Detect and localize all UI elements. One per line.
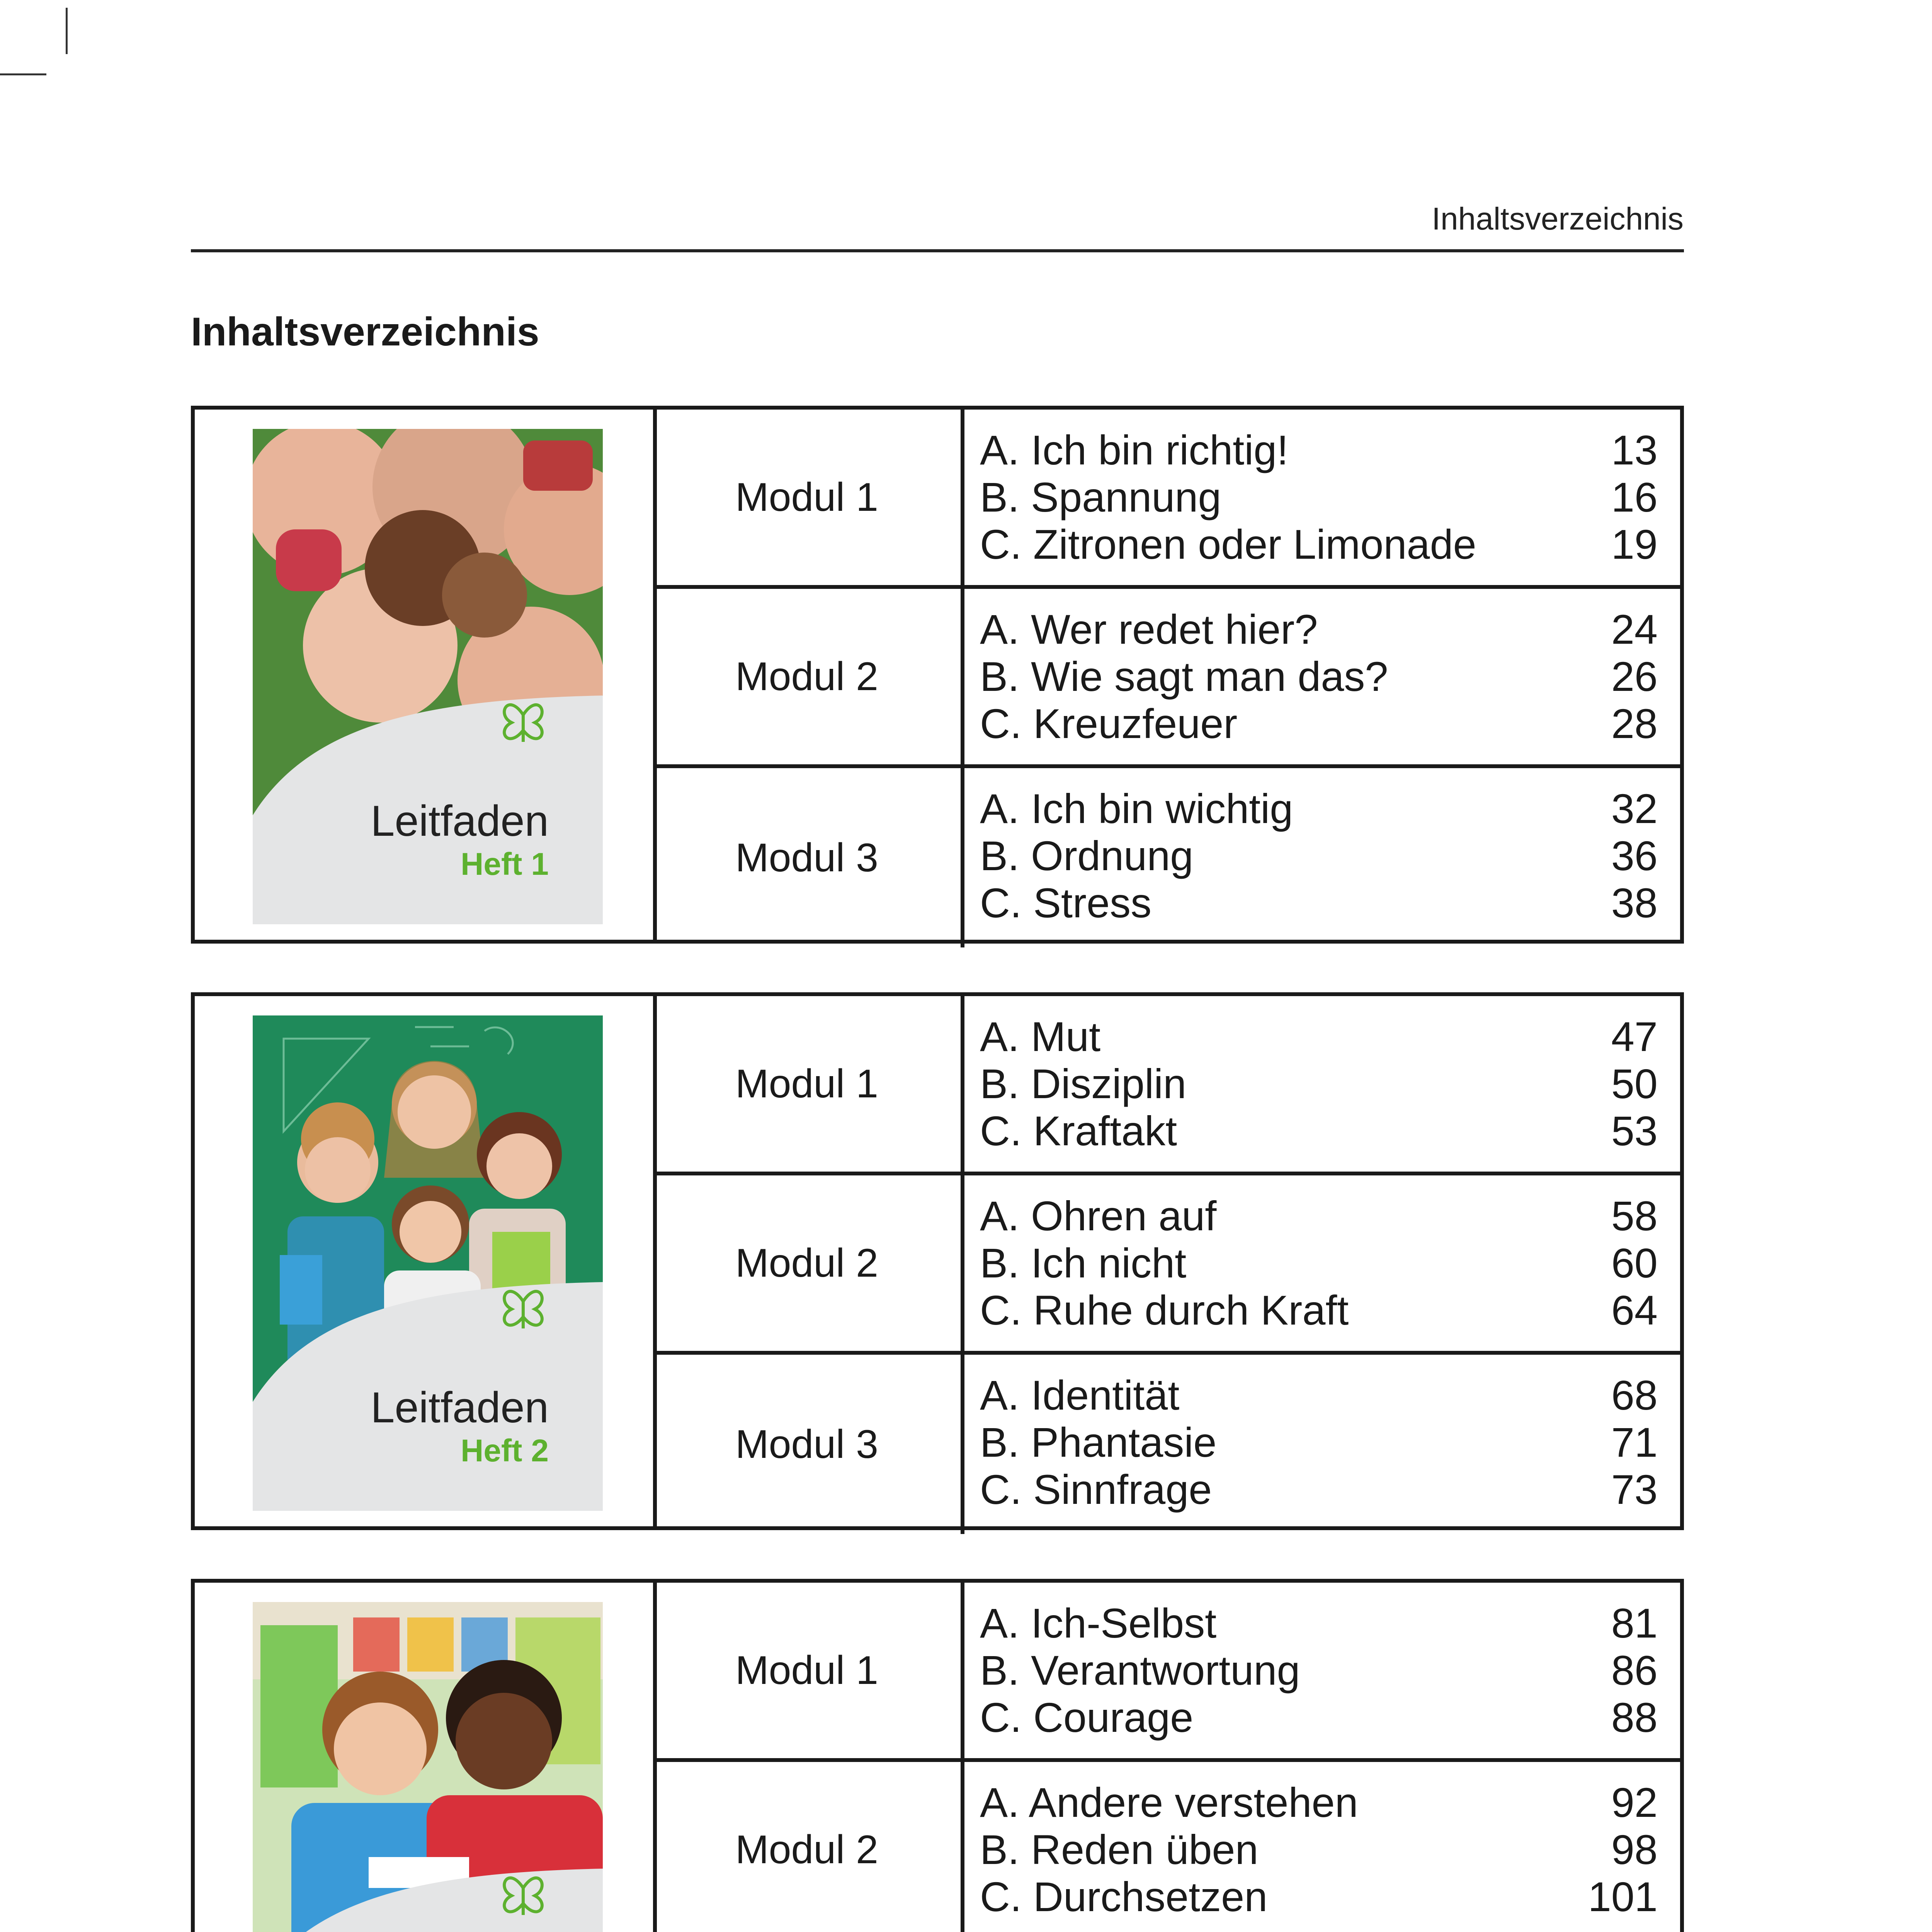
topic-title: B. Disziplin xyxy=(980,1060,1187,1107)
cover-photo-kids-blackboard xyxy=(253,1015,603,1511)
topic-title: C. Stress xyxy=(980,879,1152,926)
topic-list xyxy=(980,1372,1658,1513)
topic-title: B. Reden üben xyxy=(980,1826,1259,1873)
topic-entry[interactable] xyxy=(980,1287,1658,1334)
crop-mark xyxy=(66,8,68,54)
topic-title: B. Wie sagt man das? xyxy=(980,653,1388,700)
module-row xyxy=(653,589,1680,768)
topic-list xyxy=(980,1192,1658,1334)
topic-entry[interactable] xyxy=(980,1192,1658,1240)
topic-title: A. Ich bin richtig! xyxy=(980,427,1289,473)
topic-entry[interactable] xyxy=(980,521,1658,568)
topic-entry[interactable] xyxy=(980,1826,1658,1873)
topic-title: C. Kreuzfeuer xyxy=(980,700,1238,747)
topic-entry[interactable] xyxy=(980,1694,1658,1741)
topic-page: 58 xyxy=(1611,1192,1658,1239)
module-row xyxy=(653,1175,1680,1355)
module-label: Modul 3 xyxy=(653,768,964,947)
topic-page: 98 xyxy=(1611,1826,1658,1873)
cover-heft-2 xyxy=(253,1015,603,1511)
topic-list xyxy=(980,606,1658,747)
topic-list xyxy=(980,427,1658,568)
module-label: Modul 2 xyxy=(653,589,964,764)
cover-photo-two-boys xyxy=(253,1602,603,1932)
module-label: Modul 3 xyxy=(653,1355,964,1534)
topic-page: 28 xyxy=(1611,700,1658,747)
cover-cell xyxy=(195,996,657,1526)
topic-title: A. Ich-Selbst xyxy=(980,1600,1217,1646)
topic-list xyxy=(980,1779,1658,1920)
topic-list xyxy=(980,1013,1658,1155)
topic-entry[interactable] xyxy=(980,1060,1658,1107)
topic-page: 38 xyxy=(1611,879,1658,926)
module-label: Modul 1 xyxy=(653,996,964,1172)
topic-entry[interactable] xyxy=(980,785,1658,832)
page-title: Inhaltsverzeichnis xyxy=(191,310,539,354)
running-head: Inhaltsverzeichnis xyxy=(1432,201,1684,236)
topic-title: A. Ohren auf xyxy=(980,1192,1217,1239)
cover-heft-3 xyxy=(253,1602,603,1932)
cover-heft-label: Heft 1 xyxy=(461,847,549,882)
topic-title: A. Andere verstehen xyxy=(980,1779,1358,1826)
topic-entry[interactable] xyxy=(980,1647,1658,1694)
topic-page: 88 xyxy=(1611,1694,1658,1741)
cover-title: Leitfaden xyxy=(371,1383,549,1432)
topic-page: 60 xyxy=(1611,1240,1658,1286)
topic-page: 101 xyxy=(1588,1873,1658,1920)
topic-page: 36 xyxy=(1611,832,1658,879)
topic-entry[interactable] xyxy=(980,1372,1658,1419)
topic-list xyxy=(980,785,1658,927)
cover-photo-kids-circle xyxy=(253,429,603,924)
heft-3-box xyxy=(191,1579,1684,1932)
topic-title: B. Verantwortung xyxy=(980,1647,1300,1694)
topic-page: 24 xyxy=(1611,606,1658,653)
topic-page: 32 xyxy=(1611,785,1658,832)
module-row xyxy=(653,410,1680,589)
topic-title: B. Ordnung xyxy=(980,832,1194,879)
topic-entry[interactable] xyxy=(980,1873,1658,1920)
topic-page: 16 xyxy=(1611,474,1658,520)
topic-title: C. Durchsetzen xyxy=(980,1873,1268,1920)
topic-entry[interactable] xyxy=(980,832,1658,879)
topic-entry[interactable] xyxy=(980,1600,1658,1647)
topic-entry[interactable] xyxy=(980,427,1658,474)
topic-page: 71 xyxy=(1611,1419,1658,1466)
topic-entry[interactable] xyxy=(980,1240,1658,1287)
cover-heft-1 xyxy=(253,429,603,924)
module-row xyxy=(653,1583,1680,1762)
topic-title: C. Ruhe durch Kraft xyxy=(980,1287,1349,1333)
module-label: Modul 2 xyxy=(653,1175,964,1351)
topic-page: 26 xyxy=(1611,653,1658,700)
topic-title: C. Sinnfrage xyxy=(980,1466,1212,1513)
topic-title: A. Identität xyxy=(980,1372,1180,1418)
topic-title: A. Wer redet hier? xyxy=(980,606,1318,653)
topic-title: C. Courage xyxy=(980,1694,1194,1741)
topic-page: 64 xyxy=(1611,1287,1658,1333)
topic-page: 53 xyxy=(1611,1107,1658,1154)
heft-1-box xyxy=(191,406,1684,944)
heft-2-box xyxy=(191,992,1684,1530)
topic-entry[interactable] xyxy=(980,474,1658,521)
cover-title: Leitfaden xyxy=(371,797,549,845)
topic-page: 13 xyxy=(1611,427,1658,473)
topic-entry[interactable] xyxy=(980,653,1658,700)
topic-entry[interactable] xyxy=(980,1419,1658,1466)
topic-page: 81 xyxy=(1611,1600,1658,1646)
topic-entry[interactable] xyxy=(980,1013,1658,1060)
topic-title: C. Kraftakt xyxy=(980,1107,1177,1154)
module-row xyxy=(653,1355,1680,1534)
topic-title: B. Phantasie xyxy=(980,1419,1217,1466)
topic-entry[interactable] xyxy=(980,1107,1658,1155)
module-label: Modul 1 xyxy=(653,1583,964,1758)
topic-page: 50 xyxy=(1611,1060,1658,1107)
topic-page: 19 xyxy=(1611,521,1658,568)
header-rule xyxy=(191,249,1684,252)
module-row xyxy=(653,996,1680,1175)
topic-title: B. Ich nicht xyxy=(980,1240,1187,1286)
topic-page: 68 xyxy=(1611,1372,1658,1418)
topic-title: C. Zitronen oder Limonade xyxy=(980,521,1476,568)
topic-entry[interactable] xyxy=(980,700,1658,747)
topic-entry[interactable] xyxy=(980,879,1658,927)
cover-heft-label: Heft 2 xyxy=(461,1433,549,1468)
topic-entry[interactable] xyxy=(980,606,1658,653)
cover-cell xyxy=(195,410,657,940)
topic-entry[interactable] xyxy=(980,1779,1658,1826)
module-row xyxy=(653,768,1680,947)
topic-page: 73 xyxy=(1611,1466,1658,1513)
cover-cell xyxy=(195,1583,657,1932)
module-label: Modul 2 xyxy=(653,1762,964,1932)
topic-title: A. Mut xyxy=(980,1013,1101,1060)
crop-mark xyxy=(0,73,46,75)
topic-page: 86 xyxy=(1611,1647,1658,1694)
module-label: Modul 1 xyxy=(653,410,964,585)
topic-page: 47 xyxy=(1611,1013,1658,1060)
topic-entry[interactable] xyxy=(980,1466,1658,1513)
module-row xyxy=(653,1762,1680,1932)
topic-page: 92 xyxy=(1611,1779,1658,1826)
topic-list xyxy=(980,1600,1658,1741)
topic-title: A. Ich bin wichtig xyxy=(980,785,1293,832)
topic-title: B. Spannung xyxy=(980,474,1221,520)
